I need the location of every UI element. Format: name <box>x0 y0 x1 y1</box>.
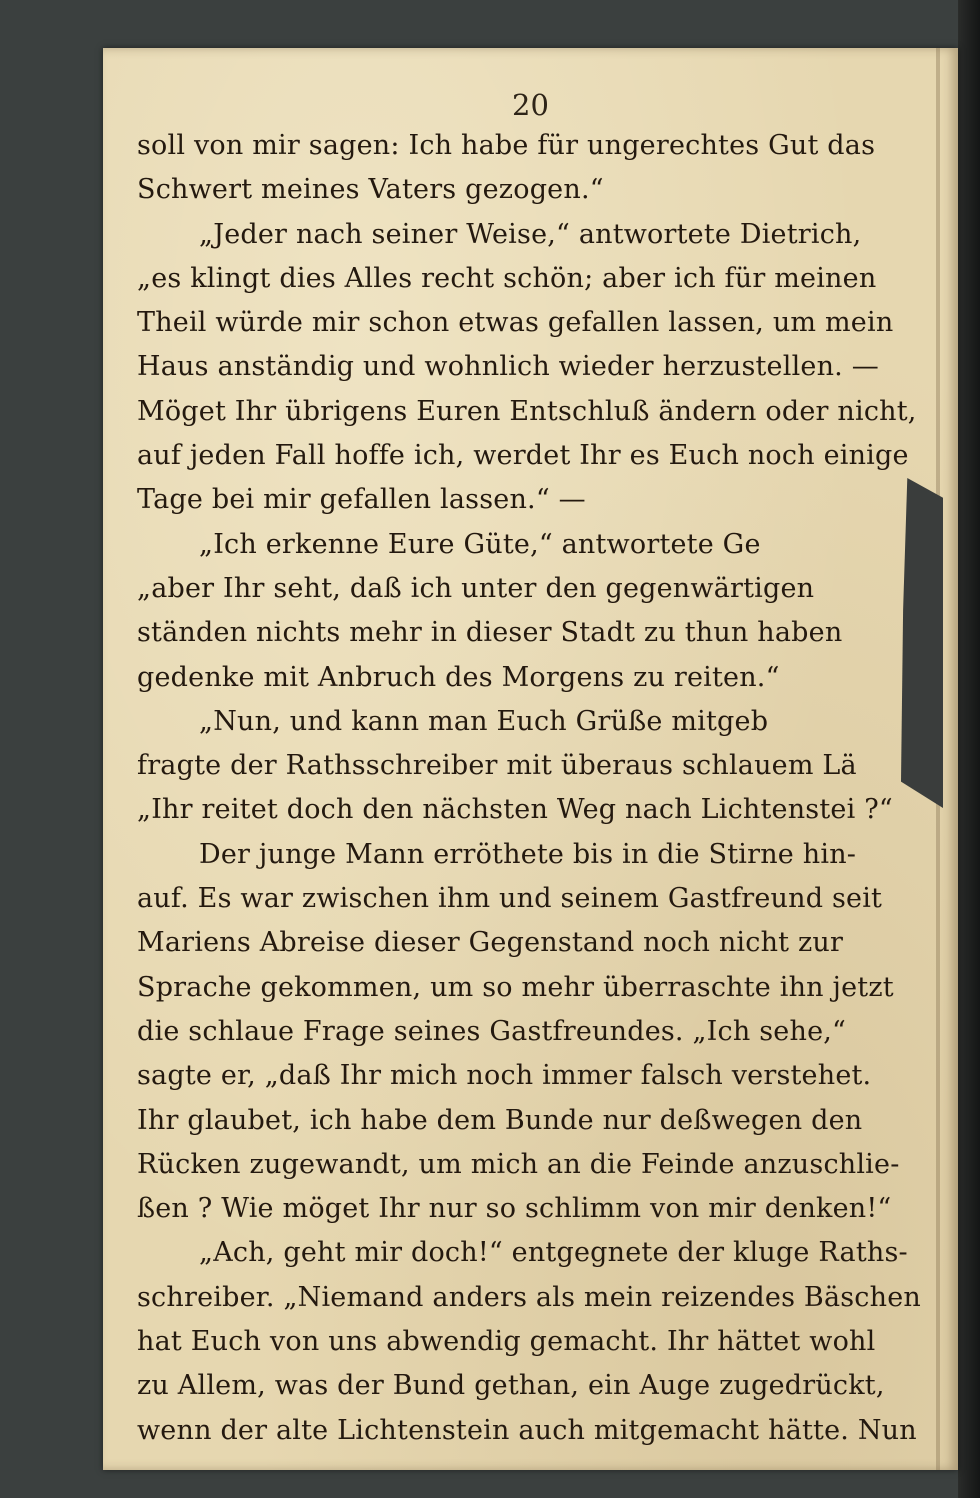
text-line: „Ach, geht mir doch!“ entgegnete der kluge Raths- <box>199 1237 908 1269</box>
text-line: Rücken zugewandt, um mich an die Feinde anzuschlie- <box>137 1148 900 1180</box>
text-line: „Jeder nach seiner Weise,“ antwortete Dietrich, <box>199 218 862 250</box>
text-line: zu Allem, was der Bund gethan, ein Auge zugedrückt, <box>137 1370 885 1402</box>
text-line: „Ich erkenne Eure Güte,“ antwortete Ge <box>199 528 761 560</box>
text-line: hat Euch von uns abwendig gemacht. Ihr hättet wohl <box>137 1326 876 1358</box>
text-line: Ihr glaubet, ich habe dem Bunde nur deßwegen den <box>137 1104 863 1136</box>
text-line: auf. Es war zwischen ihm und seinem Gastfreund seit <box>137 883 883 915</box>
text-line: Sprache gekommen, um so mehr überraschte ihn jetzt <box>137 971 894 1003</box>
text-line: Schwert meines Vaters gezogen.“ <box>137 174 604 206</box>
text-line: fragte der Rathsschreiber mit überaus schlauem Lä <box>137 750 857 782</box>
text-line: schreiber. „Niemand anders als mein reizendes Bäschen <box>137 1281 921 1313</box>
text-line: soll von mir sagen: Ich habe für ungerechtes Gut das <box>137 130 876 161</box>
text-line: „Ihr reitet doch den nächsten Weg nach Lichtenstei ?“ <box>137 794 893 826</box>
text-line: Theil würde mir schon etwas gefallen lassen, um mein <box>137 307 894 339</box>
text-line: ständen nichts mehr in dieser Stadt zu thun haben <box>137 617 843 649</box>
text-line: „es klingt dies Alles recht schön; aber ich für meinen <box>137 262 877 294</box>
text-line: „aber Ihr seht, daß ich unter den gegenwärtigen <box>137 572 815 604</box>
text-line: „Nun, und kann man Euch Grüße mitgeb <box>199 705 769 737</box>
background-edge <box>958 0 980 1498</box>
text-line: sagte er, „daß Ihr mich noch immer falsch verstehet. <box>137 1060 872 1092</box>
text-line: Haus anständig und wohnlich wieder herzustellen. — <box>137 351 879 383</box>
text-line: Tage bei mir gefallen lassen.“ — <box>137 484 586 516</box>
page-number: 20 <box>512 88 549 122</box>
text-line: gedenke mit Anbruch des Morgens zu reiten.“ <box>137 661 780 693</box>
text-line: wenn der alte Lichtenstein auch mitgemacht hätte. Nun <box>137 1414 917 1446</box>
text-line: auf jeden Fall hoffe ich, werdet Ihr es Euch noch einige <box>137 440 909 472</box>
text-line: Möget Ihr übrigens Euren Entschluß ändern oder nicht, <box>137 395 917 427</box>
text-line: die schlaue Frage seines Gastfreundes. „Ich sehe,“ <box>137 1015 847 1047</box>
text-line: ßen ? Wie möget Ihr nur so schlimm von mir denken!“ <box>137 1193 892 1225</box>
page-text <box>137 124 957 1453</box>
text-line: Mariens Abreise dieser Gegenstand noch nicht zur <box>137 927 844 959</box>
text-line: Der junge Mann erröthete bis in die Stirne hin- <box>199 838 857 870</box>
